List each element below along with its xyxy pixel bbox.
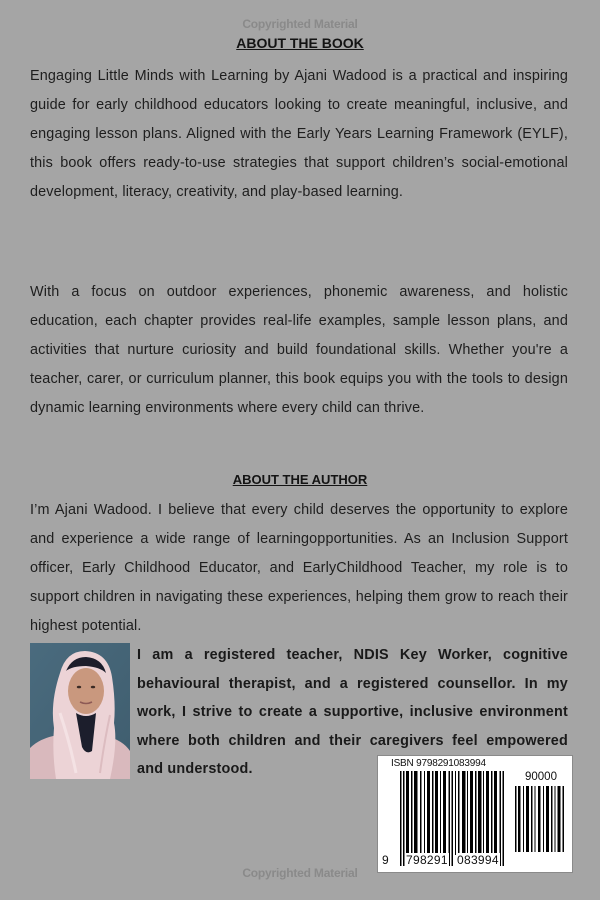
about-author-heading: ABOUT THE AUTHOR	[232, 472, 368, 487]
about-author-bio-bold: I am a registered teacher, NDIS Key Worker, cognitive behavioural therapist, and a registered counsellor. In my work, I strive to create a supportive, inclusive environment where both children and their caregivers feel empowered and understood.	[137, 647, 568, 777]
about-author-intro: I’m Ajani Wadood. I believe that every child deserves the opportunity to explore and experience a wide range of learningopportunities. As an Inclusion Support officer, Early Childhood Educator, and EarlyChildhood Teacher, my role is to support children in navigating these experiences, helping them grow to reach their highest potential.	[30, 502, 568, 634]
barcode-main-icon	[400, 771, 504, 866]
barcode-addon-price: 90000	[525, 771, 557, 783]
barcode-digits-right: 083994	[457, 853, 499, 867]
about-book-heading: ABOUT THE BOOK	[236, 35, 364, 51]
about-book-paragraph-1: Engaging Little Minds with Learning by Ajani Wadood is a practical and inspiring guide for early childhood educators looking to create meaningful, inclusive, and engaging lesson plans. Aligned with the Early Years Learning Framework (EYLF), this book offers ready-to-use strategies that support children’s social-emotional development, literacy, creativity, and play-based learning.	[30, 68, 568, 200]
barcode-addon-icon	[515, 786, 565, 852]
isbn-label: ISBN 9798291083994	[391, 758, 486, 769]
copyright-watermark-bottom: Copyrighted Material	[242, 866, 358, 880]
author-photo	[30, 643, 130, 779]
copyright-watermark-top: Copyrighted Material	[242, 17, 358, 31]
barcode-digits-left: 798291	[406, 853, 448, 867]
author-portrait-icon	[30, 643, 130, 779]
isbn-barcode	[377, 755, 573, 873]
barcode-digit-first: 9	[382, 853, 389, 867]
about-book-paragraph-2: With a focus on outdoor experiences, phonemic awareness, and holistic education, each chapter provides real-life examples, sample lesson plans, and activities that nurture curiosity and build foundational skills. Whether you're a teacher, carer, or curriculum planner, this book equips you with the tools to design dynamic learning environments where every child can thrive.	[30, 284, 568, 416]
